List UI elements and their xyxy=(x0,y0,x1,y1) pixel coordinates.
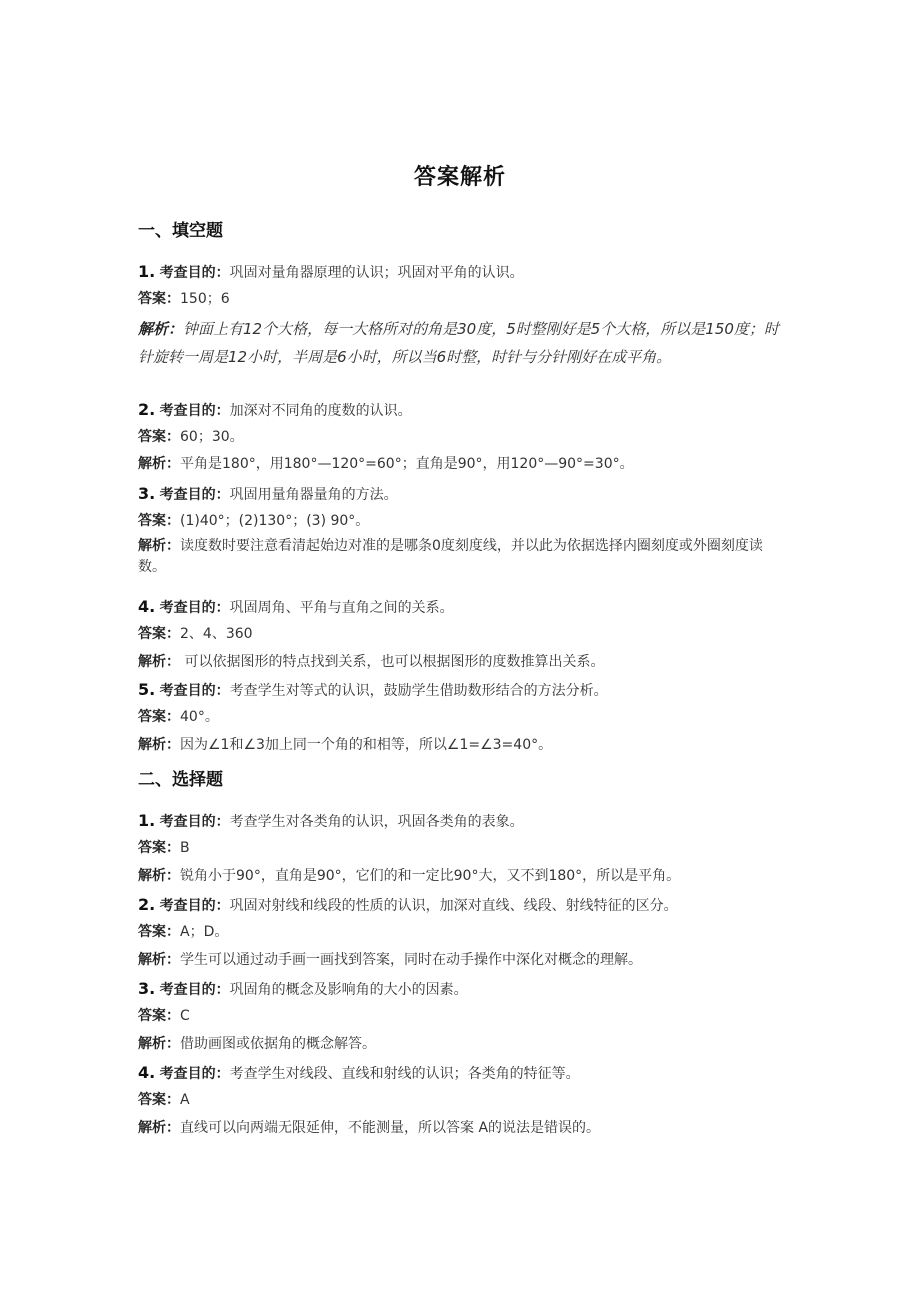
question-number: 2. xyxy=(138,895,156,914)
analysis-label: 解析： xyxy=(138,952,180,968)
answer-text: 60；30。 xyxy=(180,429,244,445)
analysis-line xyxy=(138,1118,788,1138)
answer-label: 答案： xyxy=(138,1008,180,1024)
analysis-line xyxy=(138,866,788,886)
question-purpose xyxy=(138,262,788,283)
question-number: 2. xyxy=(138,400,156,419)
analysis-line xyxy=(138,735,788,755)
question-purpose xyxy=(138,811,788,832)
analysis-label: 解析： xyxy=(138,538,180,554)
answer-text: 150；6 xyxy=(180,291,230,307)
answer-label: 答案： xyxy=(138,840,180,856)
question-purpose xyxy=(138,979,788,1000)
analysis-line xyxy=(138,536,788,578)
analysis-label: 解析： xyxy=(138,654,180,670)
analysis-text: 借助画图或依据角的概念解答。 xyxy=(180,1036,376,1052)
question-purpose xyxy=(138,680,788,701)
analysis-text: 直线可以向两端无限延伸，不能测量，所以答案 A的说法是错误的。 xyxy=(180,1120,601,1136)
purpose-label: 考查目的： xyxy=(159,982,230,998)
purpose-text: 巩固角的概念及影响角的大小的因素。 xyxy=(229,982,468,998)
answer-line xyxy=(138,707,788,727)
analysis-text: 平角是180°，用180°—120°=60°；直角是90°，用120°—90°=30°。 xyxy=(180,456,634,472)
answer-text: 2、4、360 xyxy=(180,626,253,642)
answer-label: 答案： xyxy=(138,513,180,529)
purpose-text: 考查学生对等式的认识，鼓励学生借助数形结合的方法分析。 xyxy=(229,683,608,699)
purpose-text: 巩固周角、平角与直角之间的关系。 xyxy=(229,600,454,616)
purpose-label: 考查目的： xyxy=(159,1066,230,1082)
purpose-text: 加深对不同角的度数的认识。 xyxy=(229,403,412,419)
question-number: 1. xyxy=(138,262,156,281)
purpose-label: 考查目的： xyxy=(159,683,230,699)
purpose-text: 巩固对射线和线段的性质的认识，加深对直线、线段、射线特征的区分。 xyxy=(229,898,678,914)
analysis-text: 学生可以通过动手画一画找到答案，同时在动手操作中深化对概念的理解。 xyxy=(180,952,642,968)
answer-label: 答案： xyxy=(138,291,180,307)
question-number: 3. xyxy=(138,979,156,998)
analysis-label: 解析： xyxy=(138,456,180,472)
answer-text: A；D。 xyxy=(180,924,229,940)
answer-line xyxy=(138,1090,788,1110)
purpose-label: 考查目的： xyxy=(159,487,230,503)
analysis-label: 解析： xyxy=(138,1036,180,1052)
answer-line xyxy=(138,1006,788,1026)
answer-line xyxy=(138,624,788,644)
purpose-label: 考查目的： xyxy=(159,898,230,914)
answer-text: A xyxy=(180,1092,190,1108)
answer-label: 答案： xyxy=(138,924,180,940)
question-number: 4. xyxy=(138,597,156,616)
purpose-text: 巩固对量角器原理的认识；巩固对平角的认识。 xyxy=(229,265,524,281)
question-number: 1. xyxy=(138,811,156,830)
analysis-label: 解析： xyxy=(138,1120,180,1136)
purpose-label: 考查目的： xyxy=(159,814,230,830)
analysis-text: 可以依据图形的特点找到关系，也可以根据图形的度数推算出关系。 xyxy=(184,654,605,670)
question-purpose xyxy=(138,484,788,505)
analysis-text: 读度数时要注意看清起始边对准的是哪条0度刻度线，并以此为依据选择内圈刻度或外圈刻度读数。 xyxy=(138,538,763,575)
analysis-label: 解析： xyxy=(138,737,180,753)
answer-label: 答案： xyxy=(138,1092,180,1108)
purpose-text: 考查学生对线段、直线和射线的认识；各类角的特征等。 xyxy=(229,1066,580,1082)
analysis-label: 解析： xyxy=(138,868,180,884)
purpose-text: 巩固用量角器量角的方法。 xyxy=(229,487,398,503)
section-heading-multiple-choice: 二、选择题 xyxy=(138,770,223,790)
question-number: 3. xyxy=(138,484,156,503)
analysis-label: 解析： xyxy=(138,320,184,338)
analysis-text: 因为∠1和∠3加上同一个角的和相等，所以∠1=∠3=40°。 xyxy=(180,737,553,753)
analysis-line xyxy=(138,950,788,970)
analysis-text: 钟面上有12个大格，每一大格所对的角是30度，5时整刚好是5个大格，所以是150度；时针旋转一周是12小时，半周是6小时，所以当6时整，时针与分针刚好在成平角。 xyxy=(138,320,779,366)
analysis-text: 锐角小于90°，直角是90°，它们的和一定比90°大，又不到180°，所以是平角。 xyxy=(180,868,681,884)
answer-text: (1)40°；(2)130°；(3) 90°。 xyxy=(180,513,370,529)
analysis-line xyxy=(138,315,788,371)
section-heading-fill-in: 一、填空题 xyxy=(138,221,223,241)
analysis-line xyxy=(138,1034,788,1054)
question-number: 5. xyxy=(138,680,156,699)
purpose-text: 考查学生对各类角的认识，巩固各类角的表象。 xyxy=(229,814,524,830)
analysis-line xyxy=(138,652,788,672)
question-purpose xyxy=(138,597,788,618)
answer-line xyxy=(138,289,788,309)
answer-line xyxy=(138,511,788,531)
page-title: 答案解析 xyxy=(413,165,506,190)
question-purpose xyxy=(138,895,788,916)
analysis-line xyxy=(138,454,788,474)
answer-label: 答案： xyxy=(138,429,180,445)
question-number: 4. xyxy=(138,1063,156,1082)
answer-label: 答案： xyxy=(138,626,180,642)
question-purpose xyxy=(138,1063,788,1084)
answer-line xyxy=(138,922,788,942)
purpose-label: 考查目的： xyxy=(159,600,230,616)
purpose-label: 考查目的： xyxy=(159,265,230,281)
answer-line xyxy=(138,838,788,858)
answer-label: 答案： xyxy=(138,709,180,725)
purpose-label: 考查目的： xyxy=(159,403,230,419)
question-purpose xyxy=(138,400,788,421)
answer-text: C xyxy=(180,1008,190,1024)
answer-text: B xyxy=(180,840,190,856)
answer-text: 40°。 xyxy=(180,709,219,725)
answer-line xyxy=(138,427,788,447)
